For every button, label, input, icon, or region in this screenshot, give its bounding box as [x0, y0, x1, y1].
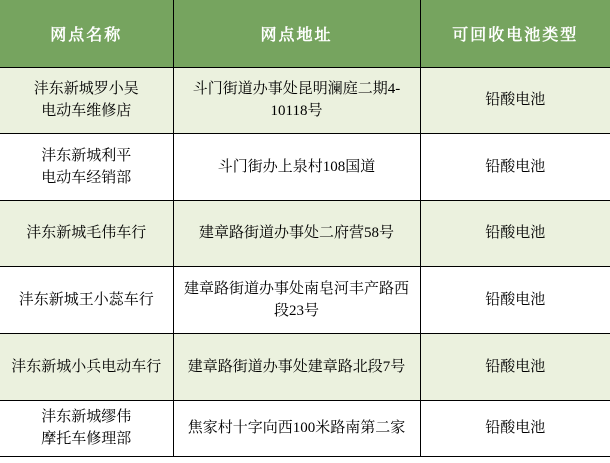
battery-type-cell: 铅酸电池 — [420, 400, 610, 456]
table-row — [0, 133, 610, 200]
header-row — [0, 0, 610, 67]
site-address-cell: 建章路街道办事处南皂河丰产路西 段23号 — [173, 266, 420, 333]
table-row — [0, 266, 610, 333]
battery-type-cell: 铅酸电池 — [420, 67, 610, 133]
site-name-cell: 沣东新城毛伟车行 — [0, 200, 173, 266]
site-name-cell: 沣东新城罗小吴 电动车维修店 — [0, 67, 173, 133]
table-row — [0, 200, 610, 266]
site-address-cell: 焦家村十字向西100米路南第二家 — [173, 400, 420, 456]
battery-type-cell: 铅酸电池 — [420, 200, 610, 266]
table-row — [0, 67, 610, 133]
column-header-battery-type: 可回收电池类型 — [420, 0, 610, 67]
site-address-cell: 斗门街道办事处昆明澜庭二期4- 10118号 — [173, 67, 420, 133]
site-address-cell: 建章路街道办事处建章路北段7号 — [173, 333, 420, 400]
battery-type-cell: 铅酸电池 — [420, 133, 610, 200]
table-row — [0, 333, 610, 400]
site-name-cell: 沣东新城利平 电动车经销部 — [0, 133, 173, 200]
site-name-cell: 沣东新城小兵电动车行 — [0, 333, 173, 400]
site-name-cell: 沣东新城缪伟 摩托车修理部 — [0, 400, 173, 456]
column-header-site-address: 网点地址 — [173, 0, 420, 67]
site-address-cell: 斗门街办上泉村108国道 — [173, 133, 420, 200]
site-address-cell: 建章路街道办事处二府营58号 — [173, 200, 420, 266]
table-row — [0, 400, 610, 456]
column-header-site-name: 网点名称 — [0, 0, 173, 67]
battery-type-cell: 铅酸电池 — [420, 333, 610, 400]
site-name-cell: 沣东新城王小蕊车行 — [0, 266, 173, 333]
battery-type-cell: 铅酸电池 — [420, 266, 610, 333]
